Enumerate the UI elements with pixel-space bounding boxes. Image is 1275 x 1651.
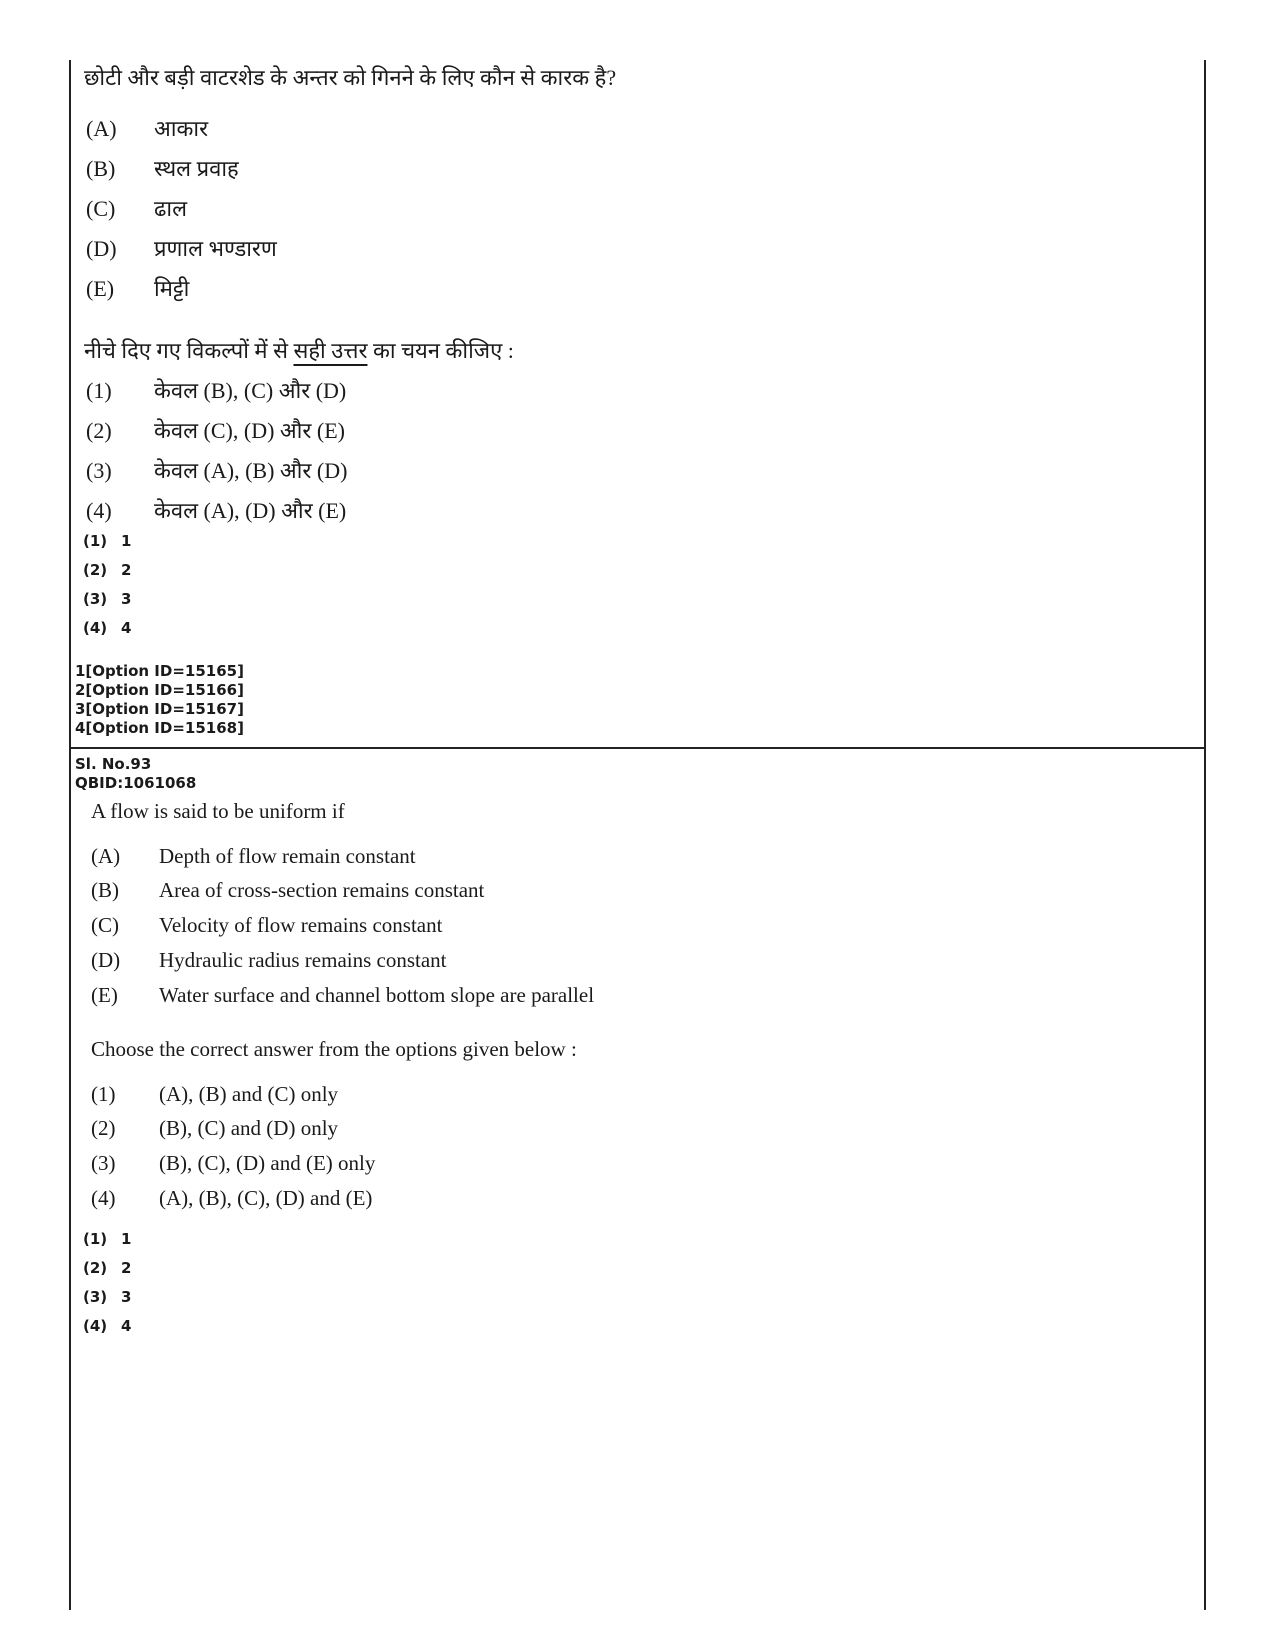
q2-statement-text: Area of cross-section remains constant [159, 878, 485, 902]
q1-statement-label: (B) [86, 156, 116, 181]
q2-answer-value: 3 [121, 1288, 132, 1306]
q1-statement-text: स्थल प्रवाह [154, 156, 239, 181]
q1-statement-text: प्रणाल भण्डारण [154, 236, 277, 261]
q1-stem: छोटी और बड़ी वाटरशेड के अन्तर को गिनने के लिए कौन से कारक है? [84, 65, 617, 90]
q2-choice-label: (1) [91, 1082, 116, 1106]
q2-statement-text: Water surface and channel bottom slope are parallel [159, 983, 595, 1007]
q2-choice [91, 1151, 375, 1176]
q2-choice-text: (A), (B), (C), (D) and (E) [159, 1186, 373, 1210]
q2-choice-text: (A), (B) and (C) only [159, 1082, 339, 1106]
q1-answer-option [83, 561, 131, 579]
q2-statement-label: (B) [91, 878, 119, 902]
q1-answer-number: (4) [83, 619, 108, 637]
q1-answer-value: 4 [121, 619, 132, 637]
q2-statement-label: (D) [91, 948, 121, 972]
q1-choice [86, 375, 346, 405]
q2-statement-label: (E) [91, 983, 118, 1007]
q1-statement [86, 113, 208, 143]
q2-statement [91, 913, 442, 938]
option-id: 3[Option ID=15167] [75, 700, 244, 718]
q2-choice-label: (3) [91, 1151, 116, 1175]
q2-statement [91, 878, 484, 903]
q2-statement [91, 948, 447, 973]
q2-answer-option [83, 1317, 131, 1335]
option-id: 2[Option ID=15166] [75, 681, 244, 699]
q2-answer-number: (2) [83, 1259, 108, 1277]
q1-statement-text: ढाल [154, 196, 188, 221]
q2-statement-text: Depth of flow remain constant [159, 844, 416, 868]
q1-choice-label: (3) [86, 458, 112, 483]
q1-answer-number: (2) [83, 561, 108, 579]
q1-instruction-underlined: सही उत्तर [293, 338, 368, 363]
q1-answer-option [83, 590, 131, 608]
q2-choice [91, 1186, 372, 1211]
q2-answer-option [83, 1259, 131, 1277]
q2-answer-value: 4 [121, 1317, 132, 1335]
q1-statement-label: (A) [86, 116, 117, 141]
serial-number: Sl. No.93 [75, 755, 152, 773]
q2-choice [91, 1082, 338, 1107]
question-divider [69, 747, 1206, 749]
q1-answer-option [83, 619, 131, 637]
q1-answer-value: 3 [121, 590, 132, 608]
q2-choice [91, 1116, 338, 1141]
q2-statement [91, 844, 416, 869]
q1-choice-text: केवल (A), (B) और (D) [154, 458, 348, 483]
q2-answer-number: (3) [83, 1288, 108, 1306]
q2-choice-text: (B), (C), (D) and (E) only [159, 1151, 376, 1175]
q1-instruction-after: का चयन कीजिए : [367, 338, 514, 363]
q2-answer-number: (4) [83, 1317, 108, 1335]
q1-choice [86, 415, 345, 445]
q1-answer-number: (1) [83, 532, 108, 550]
q2-answer-number: (1) [83, 1230, 108, 1248]
q2-answer-option [83, 1288, 131, 1306]
q1-choice-label: (4) [86, 498, 112, 523]
q1-statement [86, 273, 189, 303]
q2-statement-label: (A) [91, 844, 121, 868]
option-id: 1[Option ID=15165] [75, 662, 244, 680]
q1-statement [86, 153, 239, 183]
q1-choice-text: केवल (C), (D) और (E) [154, 418, 346, 443]
q2-instruction: Choose the correct answer from the options given below : [91, 1037, 577, 1061]
q2-answer-option [83, 1230, 131, 1248]
qbid: QBID:1061068 [75, 774, 197, 792]
q1-choice-label: (2) [86, 418, 112, 443]
q1-instruction-before: नीचे दिए गए विकल्पों में से [84, 338, 294, 363]
q1-statement-text: आकार [154, 116, 209, 141]
q1-statement-text: मिट्टी [154, 276, 190, 301]
q2-statement-text: Hydraulic radius remains constant [159, 948, 447, 972]
q2-answer-value: 2 [121, 1259, 132, 1277]
q1-statement-label: (D) [86, 236, 117, 261]
page-border-right [1204, 60, 1206, 1610]
q2-choice-label: (4) [91, 1186, 116, 1210]
q1-statement [86, 233, 277, 263]
q1-choice [86, 455, 347, 485]
q1-statement-label: (C) [86, 196, 116, 221]
q1-answer-value: 2 [121, 561, 132, 579]
q1-statement-label: (E) [86, 276, 115, 301]
q2-choice-label: (2) [91, 1116, 116, 1140]
q2-statement-label: (C) [91, 913, 119, 937]
q2-answer-value: 1 [121, 1230, 132, 1248]
q2-choice-text: (B), (C) and (D) only [159, 1116, 339, 1140]
q1-answer-option [83, 532, 131, 550]
q1-choice [86, 495, 346, 525]
q2-stem: A flow is said to be uniform if [91, 799, 345, 823]
q1-choice-text: केवल (B), (C) और (D) [154, 378, 347, 403]
q1-instruction [84, 335, 514, 365]
q2-statement-text: Velocity of flow remains constant [159, 913, 443, 937]
q1-statement [86, 193, 187, 223]
q2-statement [91, 983, 594, 1008]
q1-choice-text: केवल (A), (D) और (E) [154, 498, 347, 523]
q1-answer-value: 1 [121, 532, 132, 550]
q1-answer-number: (3) [83, 590, 108, 608]
option-id: 4[Option ID=15168] [75, 719, 244, 737]
q1-choice-label: (1) [86, 378, 112, 403]
page-border-left [69, 60, 71, 1610]
